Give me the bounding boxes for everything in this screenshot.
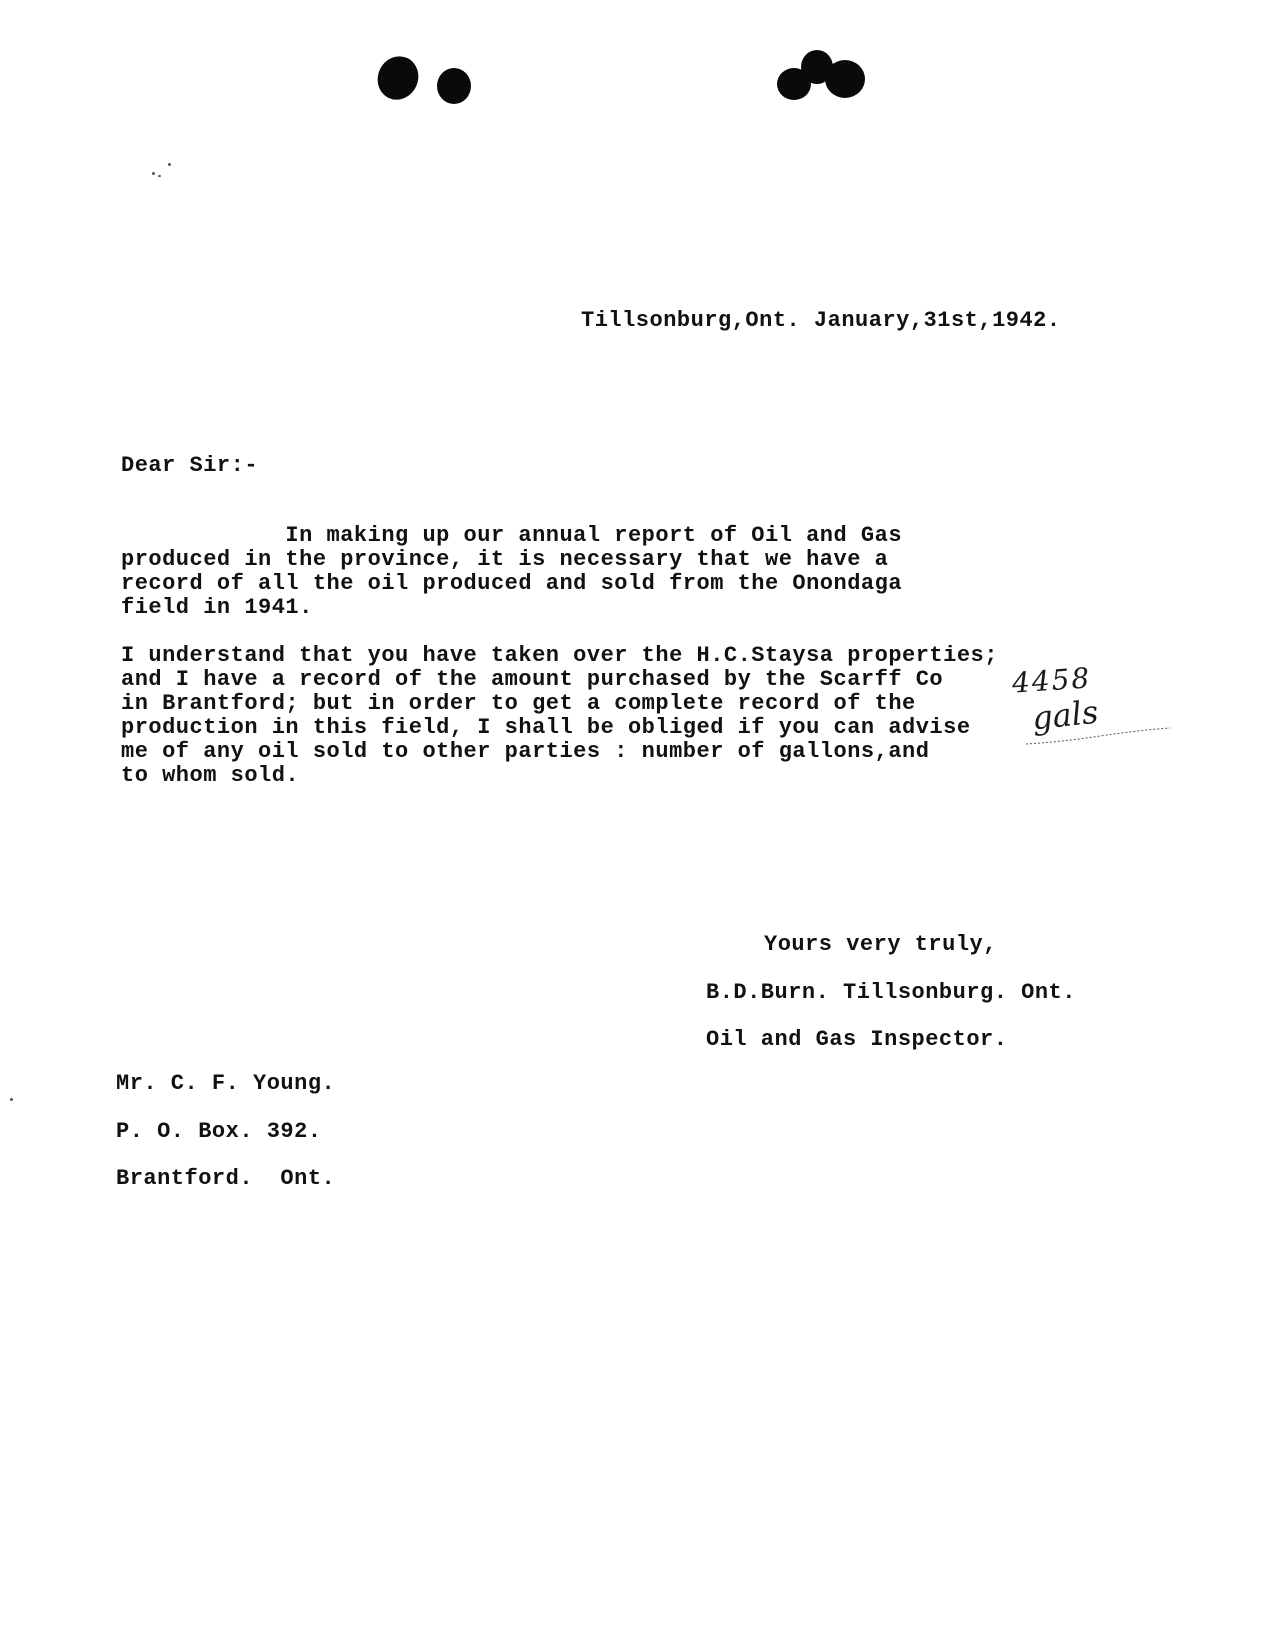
handwritten-underline — [1020, 722, 1180, 752]
punch-hole-right-c — [825, 60, 865, 98]
speck — [168, 163, 171, 166]
sender-name: B.D.Burn. Tillsonburg. Ont. — [706, 980, 1076, 1005]
closing: Yours very truly, — [764, 932, 997, 957]
punch-hole-left-a — [371, 50, 426, 107]
paragraph1-line: produced in the province, it is necessary that we have a — [121, 547, 889, 572]
recipient-city: Brantford. Ont. — [116, 1166, 336, 1191]
paragraph1-line: In making up our annual report of Oil and Gas — [121, 523, 903, 548]
punch-hole-left-b — [437, 68, 471, 104]
sender-title: Oil and Gas Inspector. — [706, 1027, 1008, 1052]
handwritten-unit: gals — [1030, 692, 1101, 738]
paragraph2-line: production in this field, I shall be obliged if you can advise — [121, 715, 971, 740]
place-date: Tillsonburg,Ont. January,31st,1942. — [581, 308, 1061, 333]
paragraph1-line: field in 1941. — [121, 595, 313, 620]
paragraph2-line: I understand that you have taken over the H.C.Staysa properties; — [121, 643, 998, 668]
handwritten-amount: 4458 — [1010, 661, 1093, 700]
recipient-name: Mr. C. F. Young. — [116, 1071, 336, 1096]
paragraph2-line: and I have a record of the amount purchased by the Scarff Co — [121, 667, 944, 692]
paragraph2-line: me of any oil sold to other parties : number of gallons,and — [121, 739, 930, 764]
salutation: Dear Sir:- — [121, 453, 259, 478]
paragraph2-line: in Brantford; but in order to get a complete record of the — [121, 691, 916, 716]
speck — [152, 172, 155, 175]
paragraph2-line: to whom sold. — [121, 763, 300, 788]
paragraph1-line: record of all the oil produced and sold from the Onondaga — [121, 571, 903, 596]
recipient-box: P. O. Box. 392. — [116, 1119, 322, 1144]
speck — [10, 1098, 13, 1101]
speck — [158, 175, 161, 177]
